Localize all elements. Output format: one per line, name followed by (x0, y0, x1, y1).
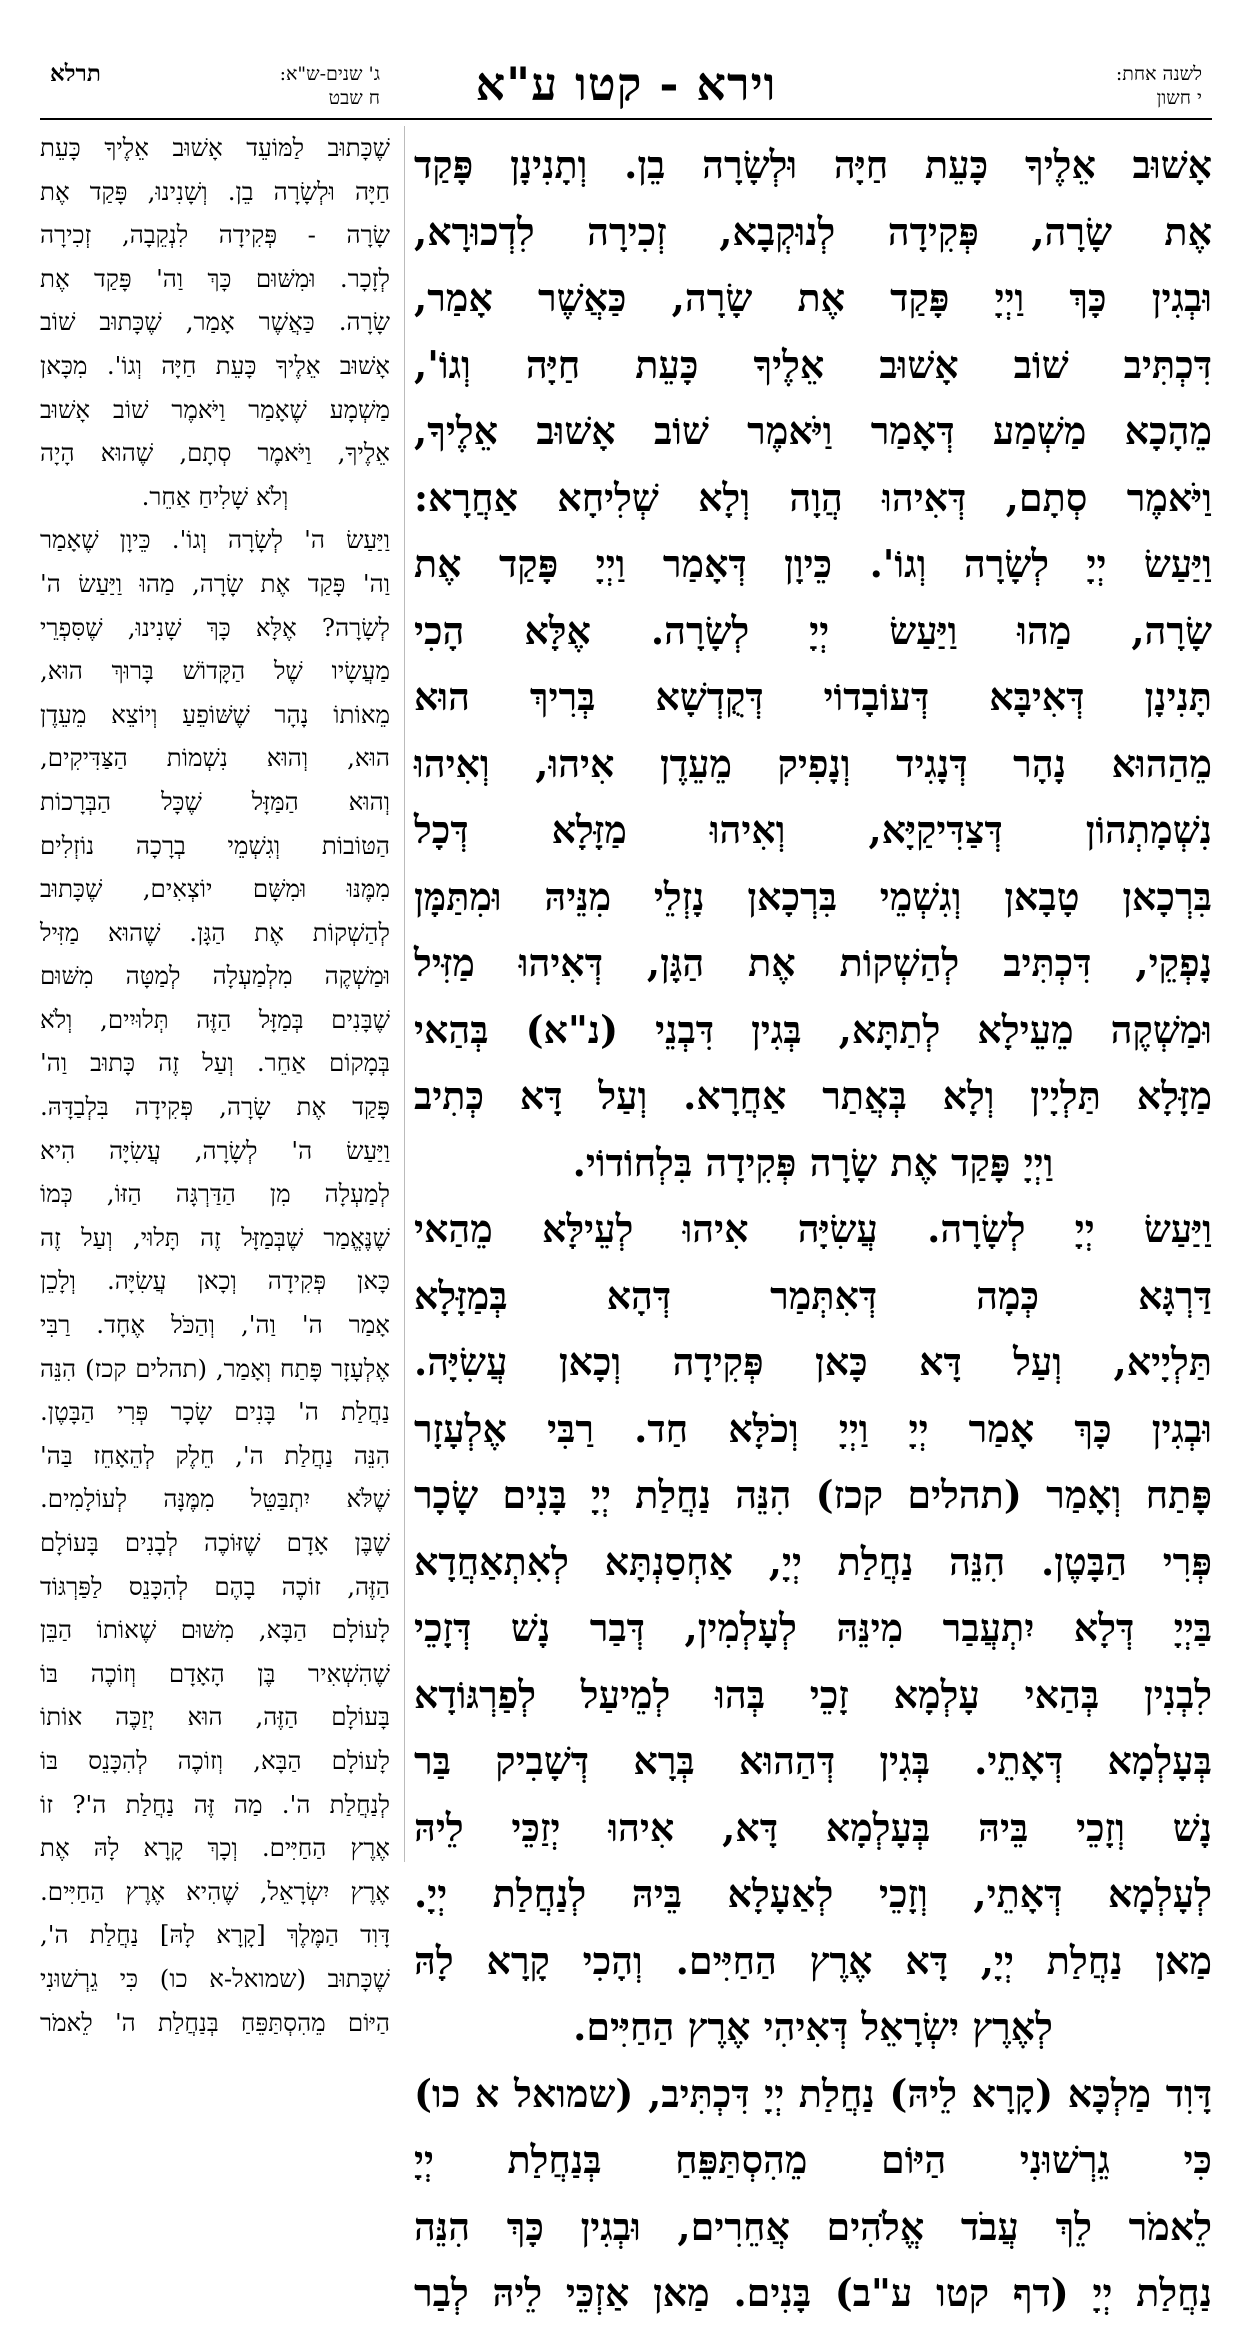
translation-line: וַיַּעַשׂ ה' לְשָׂרָה וְגוֹ'. כֵּיוָן שֶׁאָמַר (40, 525, 390, 555)
main-text-line: נָשׁ וְזָכֵי בֵּיהּ בְּעָלְמָא דָּא, אִיהוּ יְזַכֵּי לֵיהּ (414, 1804, 1212, 1850)
translation-line: שֶׁנֶּאֱמַר שֶׁבְּמַזָּל זֶה תָּלוּי, וְעַל זֶה (40, 1222, 390, 1252)
header-left-line1: ג' שנים-ש"א: (279, 63, 380, 85)
translation-line: שֶׁהִשְׁאִיר בֶּן הָאָדָם וְזוֹכֶה בּוֹ (40, 1658, 390, 1688)
main-text-line: דָּוִד מַלְכָּא (קָרָא לֵיהּ) נַחֲלַת יְיָ דִּכְתִּיב, (שמואל א כו) (414, 2070, 1212, 2116)
main-text-line: דַּרְגָּא כְּמָה דְּאִתְּמַר דְּהָא בְּמַזָּלָא (414, 1272, 1212, 1318)
translation-line: לְהַשְׁקוֹת אֶת הַגָּן. שֶׁהוּא מַזִּיל (40, 917, 390, 947)
page (40, 22, 1212, 2315)
main-text-line: לְעָלְמָא דְּאָתֵי, וְזָכֵי לְאַעָלָא בֵּיהּ לְנַחֲלַת יְיָ. (414, 1871, 1212, 1916)
translation-line: מֵאוֹתוֹ נָהָר שֶׁשּׁוֹפֵעַ וְיוֹצֵא מֵעֵדֶן (40, 699, 390, 729)
page-header (40, 22, 1212, 110)
translation-line: הוּא, וְהוּא נִשְׁמוֹת הַצַּדִּיקִים, (40, 743, 390, 773)
translation-line: לְזָכָר. וּמִשּׁוּם כָּךְ וַה' פָּקַד אֶת (40, 263, 390, 293)
main-text-line: וַיֹּאמֶר סְתָם, דְּאִיהוּ הֲוָה וְלָא שְׁלִיחָא אַחֲרָא: (414, 474, 1212, 520)
translation-line: וְלֹא שָׁלִיחַ אַחֵר. (141, 481, 289, 511)
column-divider (404, 126, 405, 1862)
translation-line: שֶׁבֶּן אָדָם שֶׁזּוֹכֶה לְבָנִים בָּעוֹלָם (40, 1528, 390, 1557)
translation-line: הִנֵּה נַחֲלַת ה', חֵלֶק לְהֵאָחֵז בַּה' (40, 1440, 390, 1470)
main-text-line: וּבְגִין כָּךְ וַיְיָ פָּקַד אֶת שָׂרָה, כַּאֲשֶׁר אָמַר, (414, 275, 1212, 320)
translation-line: הַיּוֹם מֵהִסְתַּפֵּחַ בְּנַחֲלַת ה' לֵאמֹר (40, 2007, 390, 2037)
translation-line: נַחֲלַת ה' בָּנִים שָׂכָר פְּרִי הַבָּטֶן. (40, 1397, 390, 1427)
header-left (50, 62, 380, 110)
translation-line: אֵלֶיךָ, וַיֹּאמֶר סְתָם, שֶׁהוּא הָיָה (40, 438, 390, 468)
translation-line: אֶרֶץ יִשְׂרָאֵל, שֶׁהִיא אֶרֶץ הַחַיִּים. (40, 1876, 390, 1906)
header-left-line2: ח שבט (328, 87, 380, 109)
translation-line: אָמַר ה' וַה', וְהַכֹּל אֶחָד. רַבִּי (40, 1310, 390, 1340)
translation-line: הַטּוֹבוֹת וְגִשְׁמֵי בְרָכָה נוֹזְלִים (40, 830, 390, 860)
main-text-line: בִּרְכָאן טָבָאן וְגִשְׁמֵי בִּרְכָאן נָזְלֵי מִנֵּיהּ וּמִתַּמָּן (414, 873, 1212, 919)
main-text-line: אָשׁוּב אֵלֶיךָ כָּעֵת חַיָּה וּלְשָׂרָה בֵן. וְתָנִינָן פָּקַד (414, 142, 1212, 187)
main-text-line: נָפְקֵי, דִּכְתִּיב לְהַשְׁקוֹת אֶת הַגָּן, דְּאִיהוּ מַזִּיל (414, 940, 1212, 985)
translation-line: דָּוִד הַמֶּלֶךְ [קָרָא לָהּ] נַחֲלַת ה', (40, 1920, 390, 1950)
translation-line: בְּמָקוֹם אַחֵר. וְעַל זֶה כָּתוּב וַה' (40, 1048, 390, 1078)
translation-line: וְהוּא הַמַּזָּל שֶׁכָּל הַבְּרָכוֹת (40, 786, 390, 816)
main-text-line: מֵהַהוּא נָהָר דְּנָגִיד וְנָפִיק מֵעֵדֶן אִיהוּ, וְאִיהוּ (414, 740, 1212, 786)
main-text-line: כִּי גֵרְשׁוּנִי הַיּוֹם מֵהִסְתַּפֵּחַ בְּנַחֲלַת יְיָ (414, 2137, 1212, 2182)
translation-line: כָּאן פְּקִידָה וְכָאן עֲשִׂיָּה. וְלָכֵן (40, 1266, 390, 1296)
translation-line: שֶׁלֹּא יִתְבַּטֵּל מִמֶּנָּה לְעוֹלָמִים. (40, 1484, 390, 1514)
main-text-line: שָׂרָה, מַהוּ וַיַּעַשׂ יְיָ לְשָׂרָה. אֶלָּא הָכִי (414, 607, 1212, 653)
main-text-line: אֶת שָׂרָה, פְּקִידָה לְנוּקְבָא, זְכִירָה לִדְכוּרָא, (414, 208, 1212, 254)
translation-line: שָׂרָה - פְּקִידָה לִנְקֵבָה, זְכִירָה (40, 220, 390, 250)
main-text-line: תַּלְיָיא, וְעַל דָּא כָּאן פְּקִידָה וְכָאן עֲשִׂיָּה. (414, 1339, 1212, 1384)
main-text-line: לִבְנִין בְּהַאי עָלְמָא זָכֵי בְּהוּ לְמֵיעַל לְפַרְגּוֹדָא (414, 1671, 1212, 1717)
translation-line: לְשָׂרָה? אֶלָּא כָּךְ שָׁנִינוּ, שֶׁסִּפְרֵי (40, 612, 390, 642)
main-text-line: וּבְגִין כָּךְ אָמַר יְיָ וַיְיָ וְכֹלָּא חַד. רַבִּי אֶלְעָזָר (414, 1405, 1212, 1451)
translation-line: שֶׁבָּנִים בְּמַזָּל הַזֶּה תְּלוּיִים, וְלֹא (40, 1004, 390, 1034)
main-text-line: פְּרִי הַבָּטֶן. הִנֵּה נַחֲלַת יְיָ, אַחְסַנְתָּא לְאִתְאַחֲדָא (414, 1538, 1212, 1584)
translation-line: אֶלְעָזָר פָּתַח וְאָמַר, (תהלים קכז) הִנֵּה (40, 1353, 390, 1383)
main-text-line: מֵהָכָא מַשְׁמַע דְּאָמַר וַיֹּאמֶר שׁוֹב אָשׁוּב אֵלֶיךָ, (414, 408, 1212, 453)
translation-column (40, 126, 390, 2037)
main-text-line: פָּתַח וְאָמַר (תהלים קכז) הִנֵּה נַחֲלַת יְיָ בָּנִים שָׂכָר (414, 1472, 1212, 1517)
translation-line: אֶרֶץ הַחַיִּים. וְכָךְ קָרָא לָהּ אֶת (40, 1833, 390, 1863)
translation-line: מַשְׁמָע שֶׁאָמַר וַיֹּאמֶר שׁוֹב אָשׁוּב (40, 394, 390, 424)
header-rule (40, 118, 1212, 120)
main-text-line: דִּכְתִּיב שׁוֹב אָשׁוּב אֵלֶיךָ כָּעֵת חַיָּה וְגוֹ', (414, 341, 1212, 387)
main-text-line: וַיַּעַשׂ יְיָ לְשָׂרָה. עֲשִׂיָּה אִיהוּ לְעֵילָּא מֵהַאי (414, 1206, 1212, 1251)
main-text-line: בַּיְיָ דְּלָא יִתְעֲבַר מִינֵּהּ לְעָלְמִין, דְּבַר נָשׁ דְּזָכֵי (414, 1605, 1212, 1650)
translation-line: הַזֶּה, זוֹכֶה בָהֶם לְהִכָּנֵס לַפַּרְגּוֹד (40, 1571, 390, 1601)
translation-line: לָעוֹלָם הַבָּא, מִשּׁוּם שֶׁאוֹתוֹ הַבֵּן (40, 1615, 390, 1645)
main-text-line: מַזָּלָא תַּלְיָין וְלָא בְּאֲתַר אַחֲרָא. וְעַל דָּא כְּתִיב (414, 1073, 1212, 1118)
translation-line: שֶׁכָּתוּב (שמואל-א כו) כִּי גֵרְשׁוּנִי (40, 1963, 390, 1993)
main-text-line: וַיְיָ פָּקַד אֶת שָׂרָה פְּקִידָה בִּלְחוֹדוֹי. (572, 1139, 1054, 1185)
translation-line: לְנַחֲלַת ה'. מַה זֶּה נַחֲלַת ה'? זוֹ (40, 1789, 390, 1819)
main-text-line: לֵאמֹר לֵךְ עֲבֹד אֱלֹהִים אֲחֵרִים, וּבְגִין כָּךְ הִנֵּה (414, 2203, 1212, 2249)
translation-line: מַעֲשָׂיו שֶׁל הַקָּדוֹשׁ בָּרוּךְ הוּא, (40, 656, 390, 686)
translation-line: חַיָּה וּלְשָׂרָה בֵן. וְשָׁנִינוּ, פָּקַד אֶת (40, 176, 390, 206)
translation-line: שָׂרָה. כַּאֲשֶׁר אָמַר, שֶׁכָּתוּב שׁוֹב (40, 307, 390, 337)
translation-line: פָּקַד אֶת שָׂרָה, פְּקִידָה בִּלְבַדָּהּ. (40, 1092, 390, 1122)
header-right-line2: י חשון (1156, 87, 1202, 109)
main-text-line: מַאן נַחֲלַת יְיָ, דָּא אֶרֶץ הַחַיִּים. וְהָכִי קָרָא לָהּ (414, 1937, 1212, 1983)
folio-number: תרלא (50, 60, 101, 87)
main-text-column (414, 132, 1212, 2315)
main-text-line: נִשְׁמָתְהוֹן דְּצַדִּיקַיָּא, וְאִיהוּ מַזָּלָא דְּכָל (414, 807, 1212, 852)
main-text-line: לְאֶרֶץ יִשְׂרָאֵל דְּאִיהִי אֶרֶץ הַחַיִּים. (573, 2004, 1053, 2049)
translation-line: וַיַּעַשׂ ה' לְשָׂרָה, עֲשִׂיָּה הִיא (40, 1135, 390, 1165)
main-text-line: נַחֲלַת יְיָ (דף קטו ע"ב) בָּנִים. מַאן אַזְכֵּי לֵיהּ לְבַר (414, 2270, 1212, 2315)
main-text-line: תָּנִינָן דְּאִיבָּא דְּעוֹבָדוֹי דְּקֻדְשָׁא בְּרִיךְ הוּא (414, 674, 1212, 719)
main-text-line: בְּעָלְמָא דְּאָתֵי. בְּגִין דְּהַהוּא בְּרָא דְּשָׁבִיק בַּר (414, 1738, 1212, 1783)
translation-line: וּמַשְׁקֶה מִלְמַעְלָה לְמַטָּה מִשּׁוּם (40, 961, 390, 991)
page-title: וירא - קטו ע"א (475, 57, 777, 111)
translation-line: לְמַעְלָה מִן הַדַּרְגָּה הַזּוֹ, כְּמוֹ (40, 1179, 390, 1209)
translation-line: בָּעוֹלָם הַזֶּה, הוּא יְזַכֶּה אוֹתוֹ (40, 1702, 390, 1732)
header-right-line1: לשנה אחת: (1115, 63, 1202, 85)
translation-line: לָעוֹלָם הַבָּא, וְזוֹכֶה לְהִכָּנֵס בּוֹ (40, 1745, 390, 1775)
translation-line: וַה' פָּקַד אֶת שָׂרָה, מַהוּ וַיַּעַשׂ ה' (40, 568, 390, 598)
translation-line: אָשׁוּב אֵלֶיךָ כָּעֵת חַיָּה וְגוֹ'. מִכָּאן (40, 350, 390, 380)
translation-line: שֶׁכָּתוּב לַמּוֹעֵד אָשׁוּב אֵלֶיךָ כָּעֵת (40, 133, 390, 162)
main-text-line: וַיַּעַשׂ יְיָ לְשָׂרָה וְגוֹ'. כֵּיוָן דְּאָמַר וַיְיָ פָּקַד אֶת (414, 541, 1212, 586)
translation-line: מִמֶּנּוּ וּמִשָּׁם יוֹצְאִים, שֶׁכָּתוּב (40, 874, 390, 904)
main-text-line: וּמַשְׁקֶה מֵעֵילָא לְתַתָּא, בְּגִין דִּבְנֵי (נ"א) בְּהַאי (414, 1006, 1212, 1052)
